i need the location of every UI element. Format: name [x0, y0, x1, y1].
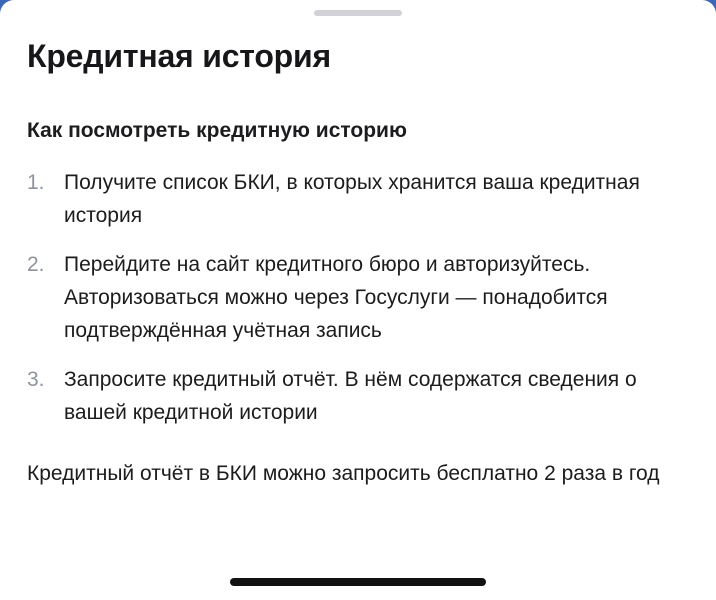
free-report-note: Кредитный отчёт в БКИ можно запросить бесплатно 2 раза в год [27, 462, 660, 485]
sheet-grabber-handle[interactable] [314, 10, 402, 16]
step-number: 3. [27, 368, 45, 391]
page-title: Кредитная история [27, 38, 331, 74]
step-number: 2. [27, 253, 45, 276]
home-indicator[interactable] [230, 578, 486, 586]
step-item [27, 248, 697, 347]
section-title: Как посмотреть кредитную историю [27, 119, 407, 142]
step-text: Перейдите на сайт кредитного бюро и авторизуйтесь. Авторизоваться можно через Госуслуги — понадобится подтверждённая учётная запись [64, 253, 608, 342]
step-text: Получите список БКИ, в которых хранится ваша кредитная история [64, 171, 640, 227]
step-number: 1. [27, 171, 45, 194]
step-item [27, 166, 697, 232]
steps-list [27, 166, 697, 445]
step-item [27, 363, 697, 429]
step-text: Запросите кредитный отчёт. В нём содержатся сведения о вашей кредитной истории [64, 368, 637, 424]
